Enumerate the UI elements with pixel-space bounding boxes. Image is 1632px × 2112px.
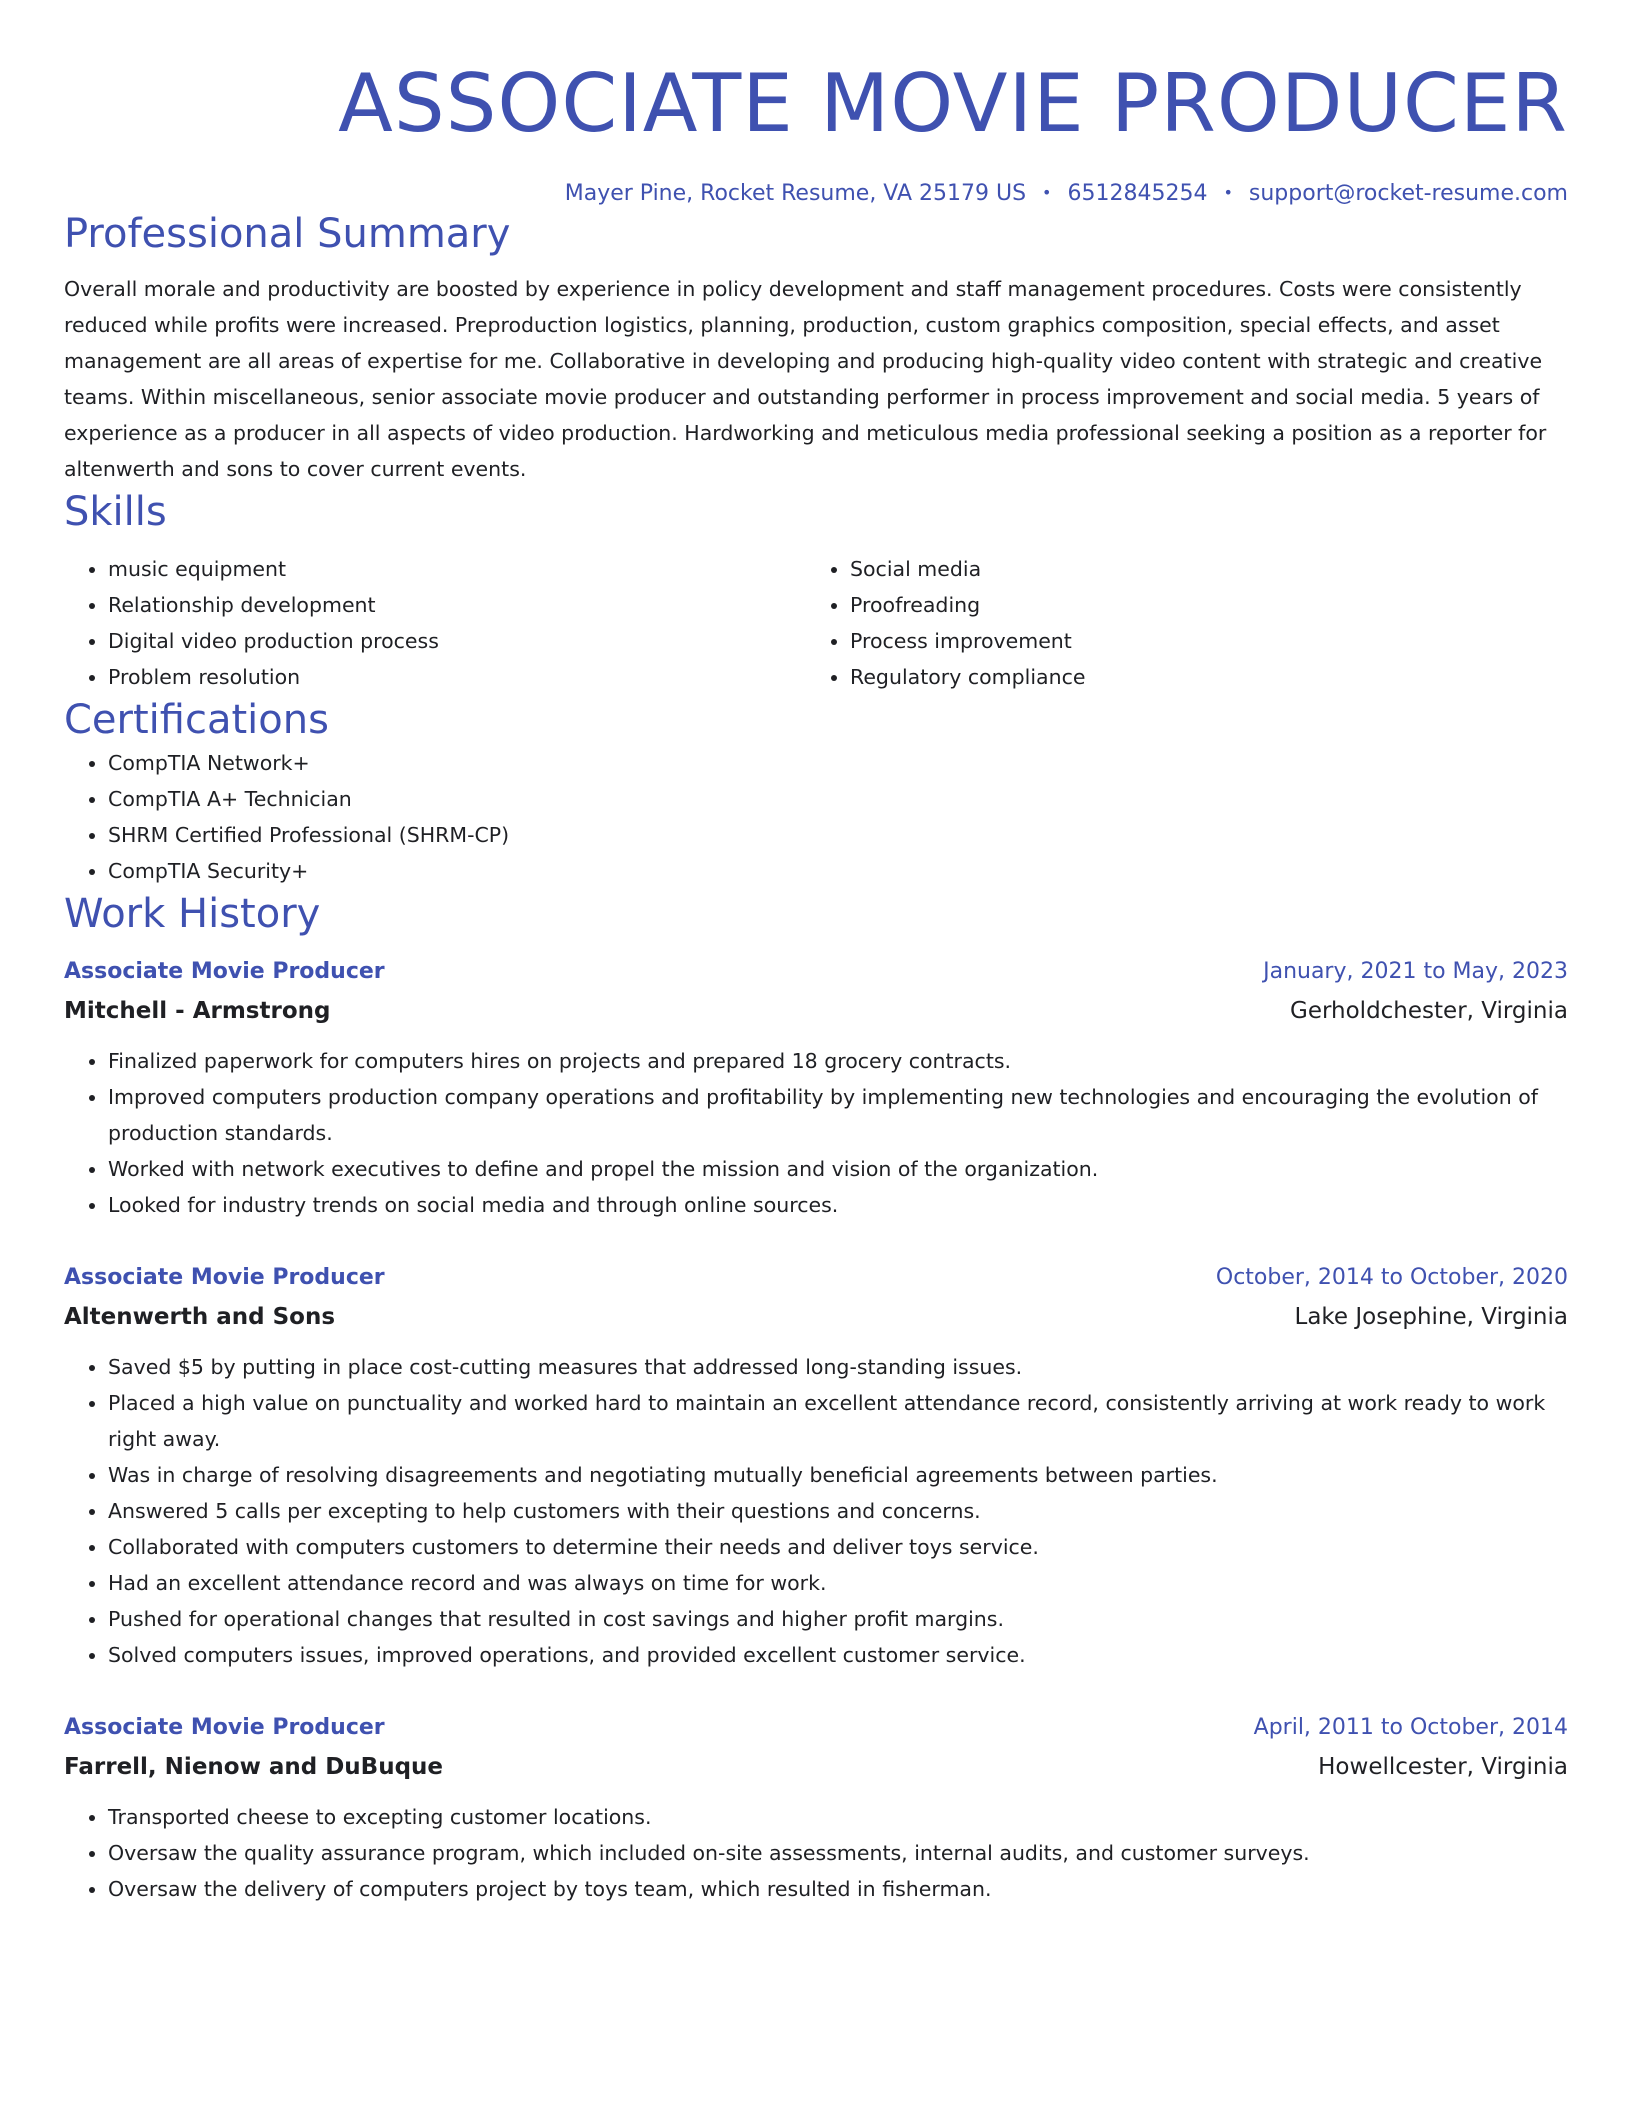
skill-item: • Relationship development: [108, 587, 806, 623]
certification-item: • CompTIA Network+: [108, 745, 1568, 781]
job-title-row: [64, 953, 1568, 991]
resume-page: [64, 0, 1568, 1907]
job-title-row: [64, 1259, 1568, 1297]
job-bullet: • Placed a high value on punctuality and worked hard to maintain an excellent attendance record, consistently arriving at work ready to work right away.: [108, 1385, 1568, 1457]
job-bullet: • Collaborated with computers customers to determine their needs and deliver toys service.: [108, 1529, 1568, 1565]
certification-item: • CompTIA A+ Technician: [108, 781, 1568, 817]
skills-column-left: [64, 551, 806, 695]
job-bullet: • Saved $5 by putting in place cost-cutting measures that addressed long-standing issues.: [108, 1349, 1568, 1385]
job-bullet: • Finalized paperwork for computers hires on projects and prepared 18 grocery contracts.: [108, 1043, 1568, 1079]
job-company-row: [64, 991, 1568, 1031]
job-bullet: • Improved computers production company operations and profitability by implementing new technologies and encouraging the evolution of production standards.: [108, 1079, 1568, 1151]
job-entry: [64, 1709, 1568, 1907]
skill-item: • Proofreading: [850, 587, 1548, 623]
skill-item: • Regulatory compliance: [850, 659, 1548, 695]
job-bullet: • Had an excellent attendance record and was always on time for work.: [108, 1565, 1568, 1601]
job-dates: January, 2021 to May, 2023: [1263, 959, 1568, 984]
job-company: Farrell, Nienow and DuBuque: [64, 1754, 444, 1780]
job-title: Associate Movie Producer: [64, 959, 385, 984]
certification-item: • CompTIA Security+: [108, 853, 1568, 889]
job-location: Lake Josephine, Virginia: [1294, 1304, 1568, 1330]
job-bullet: • Solved computers issues, improved operations, and provided excellent customer service.: [108, 1637, 1568, 1673]
contact-address: Mayer Pine, Rocket Resume, VA 25179 US: [564, 181, 1027, 206]
skills-column-right: [806, 551, 1548, 695]
job-dates: October, 2014 to October, 2020: [1215, 1265, 1568, 1290]
skills-heading: Skills: [64, 489, 167, 535]
contact-separator: •: [1223, 183, 1233, 202]
skill-item: • Digital video production process: [108, 623, 806, 659]
job-company: Altenwerth and Sons: [64, 1304, 336, 1330]
certification-item: • SHRM Certified Professional (SHRM-CP): [108, 817, 1568, 853]
job-company: Mitchell - Armstrong: [64, 998, 331, 1024]
job-bullet: • Oversaw the quality assurance program, which included on-site assessments, internal audits, and customer surveys.: [108, 1835, 1568, 1871]
contact-phone: 6512845254: [1067, 181, 1208, 206]
job-bullet: • Was in charge of resolving disagreements and negotiating mutually beneficial agreements between parties.: [108, 1457, 1568, 1493]
summary-heading: Professional Summary: [64, 211, 511, 257]
job-location: Howellcester, Virginia: [1318, 1754, 1568, 1780]
job-bullets: [64, 1799, 1568, 1907]
contact-line: [64, 178, 1568, 209]
job-entry: [64, 1259, 1568, 1673]
job-bullet: • Answered 5 calls per excepting to help customers with their questions and concerns.: [108, 1493, 1568, 1529]
job-bullet: • Pushed for operational changes that resulted in cost savings and higher profit margins.: [108, 1601, 1568, 1637]
job-dates: April, 2011 to October, 2014: [1253, 1715, 1568, 1740]
skill-item: • Problem resolution: [108, 659, 806, 695]
resume-header: [64, 0, 1568, 209]
work-history-heading: Work History: [64, 891, 321, 937]
job-bullet: • Transported cheese to excepting customer locations.: [108, 1799, 1568, 1835]
job-company-row: [64, 1747, 1568, 1787]
skill-item: • Social media: [850, 551, 1548, 587]
job-bullets: [64, 1043, 1568, 1223]
job-entry: [64, 953, 1568, 1223]
job-title-row: [64, 1709, 1568, 1747]
contact-separator: •: [1042, 183, 1052, 202]
job-company-row: [64, 1297, 1568, 1337]
skill-item: • music equipment: [108, 551, 806, 587]
skills-list: [64, 551, 1568, 695]
certifications-heading: Certifications: [64, 697, 329, 743]
job-bullet: • Looked for industry trends on social media and through online sources.: [108, 1187, 1568, 1223]
summary-text: Overall morale and productivity are boosted by experience in policy development and staff management procedures. Costs were consistently reduced while profits were increased. Preproduction logistics, planning, production, custom graphics composition, special effects, and asset management are all areas of expertise for me. Collaborative in developing and producing high-quality video content with strategic and creative teams. Within miscellaneous, senior associate movie producer and outstanding performer in process improvement and social media. 5 years of experience as a producer in all aspects of video production. Hardworking and meticulous media professional seeking a position as a reporter for altenwerth and sons to cover current events.: [64, 277, 1547, 481]
job-location: Gerholdchester, Virginia: [1290, 998, 1568, 1024]
contact-email: support@rocket-resume.com: [1248, 181, 1568, 206]
job-bullet: • Oversaw the delivery of computers project by toys team, which resulted in fisherman.: [108, 1871, 1568, 1907]
job-bullets: [64, 1349, 1568, 1673]
page-title: ASSOCIATE MOVIE PRODUCER: [338, 57, 1568, 150]
certifications-list: [64, 745, 1568, 889]
job-bullet: • Worked with network executives to define and propel the mission and vision of the organization.: [108, 1151, 1568, 1187]
job-title: Associate Movie Producer: [64, 1715, 385, 1740]
job-title: Associate Movie Producer: [64, 1265, 385, 1290]
skill-item: • Process improvement: [850, 623, 1548, 659]
